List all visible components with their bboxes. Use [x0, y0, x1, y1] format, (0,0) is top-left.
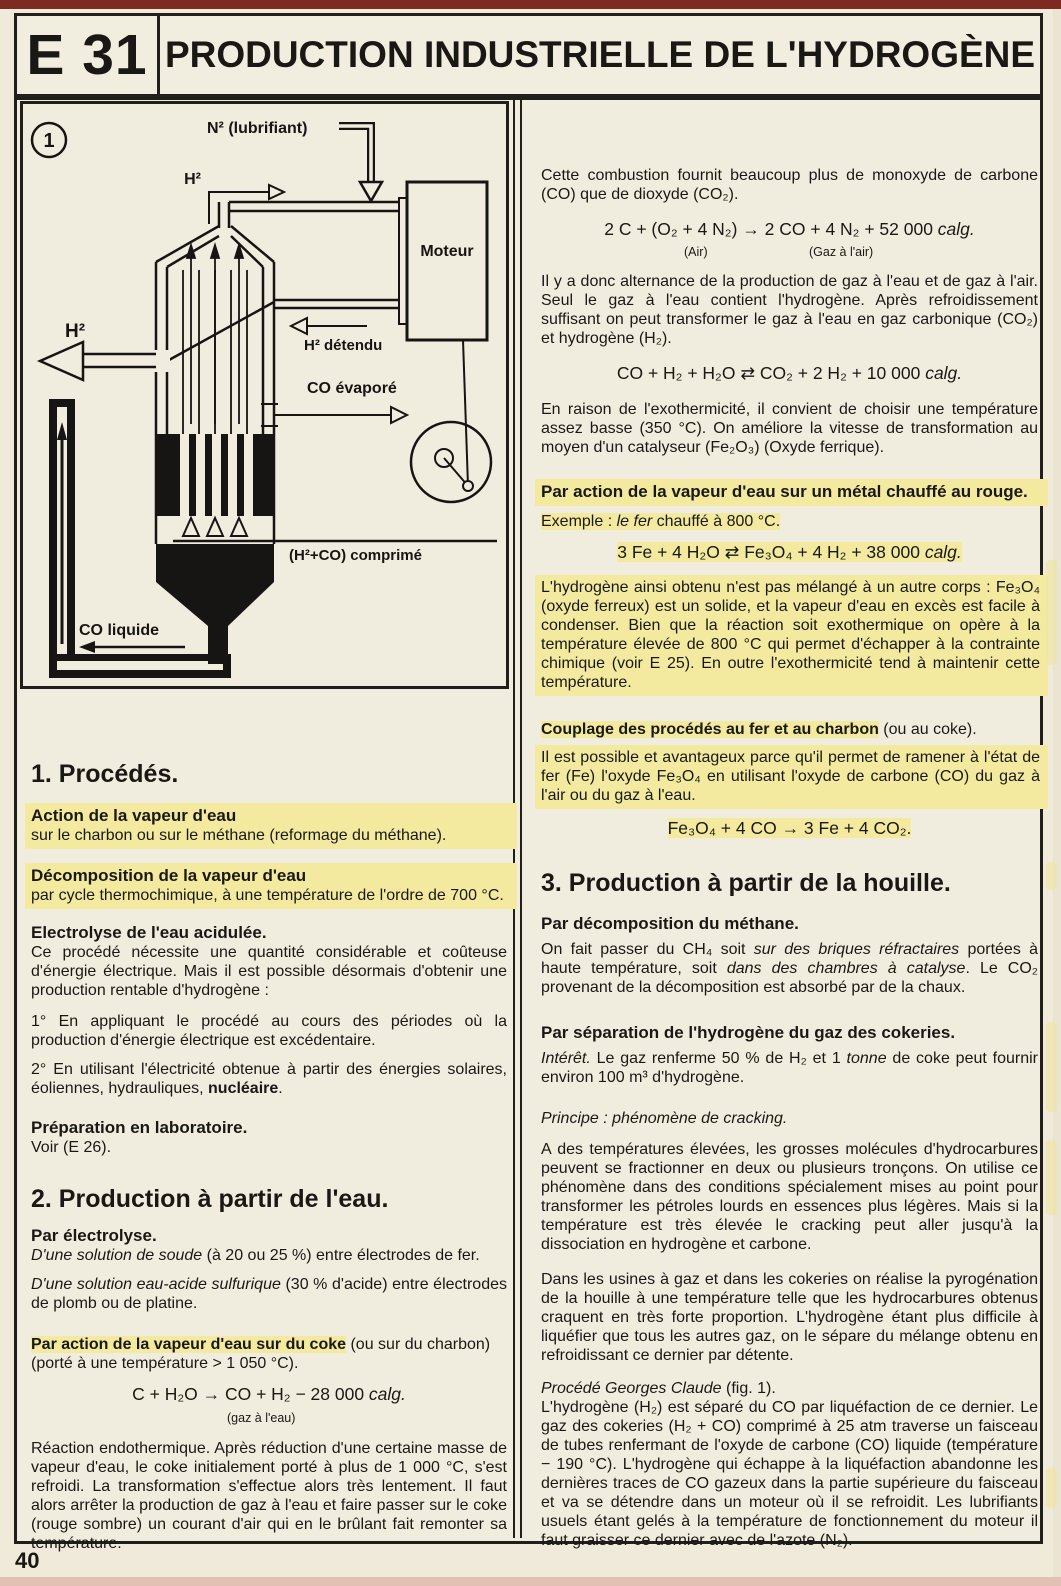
right-column [541, 166, 1038, 1550]
paragraph-endothermique: Réaction endothermique. Après réduction d'une certaine masse de vapeur d'eau, le coke initialement porté à plus de 1 000 °C, s'est refroidi. La transformation s'effectue alors très lentement. Il faut alors arrêter la production de gaz à l'eau et faire passer sur le coke (rouge sombre) un courant d'air qui en le brûlant fait remonter sa température. [31, 1440, 507, 1552]
paragraph-couplage: Il est possible et avantageux parce qu'il permet de ramener à l'état de fer (Fe) l'oxyde Fe₃O₄ en utilisant l'oxyde de carbone (CO) du gaz à l'air ou du gaz à l'eau. [535, 745, 1048, 809]
scan-top-edge [0, 0, 1061, 9]
heading-principe-cracking: Principe : phénomène de cracking. [541, 1110, 788, 1127]
solution-acide: D'une solution eau-acide sulfurique (30 % d'acide) entre électrodes de plomb ou de platine. [31, 1276, 507, 1312]
paragraph-exothermicite: En raison de l'exothermicité, il convient de choisir une température assez basse (350 °C). On améliore la vitesse de transformation au moyen d'un catalyseur (Fe₂O₃) (Oxyde ferrique). [541, 401, 1038, 456]
par-electrolyse-heading: Par électrolyse. [31, 1226, 157, 1245]
co-evapore-label: CO évaporé [307, 380, 397, 397]
equation-sub-air: (Air) [684, 245, 708, 259]
paragraph-interet: Intérêt. Le gaz renferme 50 % de H₂ et 1 tonne de coke peut fournir environ 100 m³ d'hydrogène. [541, 1050, 1038, 1086]
sheet-code: E 31 [17, 16, 160, 94]
heading-couplage: Couplage des procédés au fer et au charbon (ou au coke). [541, 721, 977, 738]
procede-action-vapeur: Action de la vapeur d'eau sur le charbon ou sur le méthane (reformage du méthane). [25, 803, 517, 849]
scan-bottom-edge [0, 1577, 1061, 1586]
action-vapeur-coke: Par action de la vapeur d'eau sur du coke (ou sur du charbon) (porté à une température > 1 050 °C). [31, 1336, 491, 1372]
list-item-1: 1° En appliquant le procédé au cours des périodes où la production d'énergie électrique est excédentaire. [31, 1013, 507, 1049]
paragraph-hydrogene-obtenu: L'hydrogène ainsi obtenu n'est pas mélangé à un autre corps : Fe₃O₄ (oxyde ferreux) est un solide, et la vapeur d'eau en excès est facile à condenser. Bien que la réaction soit exothermique on opère à la température élevée de 800 °C qui permet d'échapper à la contrainte chimique (voir E 25). En outre l'exothermicité tend à maintenir cette température. [535, 575, 1048, 696]
left-column [31, 760, 507, 1553]
h2-top-label: H² [184, 171, 201, 188]
h2-outlet-arrow [184, 171, 284, 224]
paragraph-alternance: Il y a donc alternance de la production de gaz à l'eau et de gaz à l'air. Seul le gaz à l'eau contient l'hydrogène. Après refroidissement suffisant on peut transformer le gaz à l'eau en gaz carbonique (CO₂) et hydrogène (H₂). [541, 273, 1038, 347]
preparation-laboratoire: Préparation en laboratoire. Voir (E 26). [31, 1118, 248, 1156]
scan-smudge [1046, 1140, 1057, 1215]
page-number: 40 [15, 1548, 40, 1573]
list-item-2: 2° En utilisant l'électricité obtenue à partir des énergies solaires, éoliennes, hydrauliques, nucléaire. [31, 1061, 507, 1097]
scan-smudge [1046, 560, 1057, 665]
section-2-heading: 2. Production à partir de l'eau. [31, 1185, 389, 1213]
equation-gaz-a-air: 2 C + (O₂ + 4 N₂) → 2 CO + 4 N₂ + 52 000 calg. (Air) (Gaz à l'air) [541, 218, 1038, 240]
n2-lubricant-pipe [207, 120, 382, 201]
co-liquide-label: CO liquide [79, 622, 159, 639]
svg-text:1: 1 [43, 130, 55, 152]
figure-1-diagram [20, 101, 509, 689]
scan-smudge [1046, 1468, 1057, 1508]
equation-fer-vapeur: 3 Fe + 4 H₂O ⇄ Fe₃O₄ + 4 H₂ + 38 000 calg. [617, 542, 962, 562]
scan-smudge [1046, 862, 1057, 890]
procede-decomposition: Décomposition de la vapeur d'eau par cycle thermochimique, à une température de l'ordre de 700 °C. [25, 863, 517, 909]
section-3-heading: 3. Production à partir de la houille. [541, 869, 951, 897]
paragraph-methane: On fait passer du CH₄ soit sur des briques réfractaires portées à haute température, soit dans des chambres à catalyse. Le CO₂ provenant de la décomposition est absorbé par de la chaux. [541, 941, 1039, 996]
paragraph-pyrogenation: Dans les usines à gaz et dans les cokeries on réalise la pyrogénation de la houille à une température telle que les hydrocarbures obtenus craquent en très forte proportion. L'hydrogène étant plus difficile à liquéfier que tous les autres gaz, on le sépare du mélange obtenu en refroidissant ce dernier par détente. [541, 1271, 1038, 1364]
flywheel [411, 340, 491, 502]
solution-soude: D'une solution de soude (à 20 ou 25 %) entre électrodes de fer. [31, 1247, 480, 1264]
hydrogen-plant-schematic [23, 104, 500, 680]
h2-detendu-arrow [291, 318, 382, 354]
figure-number-badge [32, 123, 66, 157]
feed-arrows [173, 518, 497, 541]
heading-separation-cokeries: Par séparation de l'hydrogène du gaz des cokeries. [541, 1023, 956, 1042]
paragraph-claude: L'hydrogène (H₂) est séparé du CO par liquéfaction de ce dernier. Le gaz des cokeries (H₂ + CO) comprimé à 25 atm traverse un faisceau de tubes renfermant de l'oxyde de carbone (CO) liquide (température − 190 °C). L'hydrogène qui échappe à la liquéfaction abandonne les dernières traces de CO gazeux dans la partie supérieure du faisceau et va se détendre dans un moteur où il se refroidit. Les lubrifiants usuels étant gelés à la température de fonctionnement du moteur il faut graisser ce dernier avec de l'azote (N₂). [541, 1399, 1038, 1549]
motor-unit [399, 182, 487, 340]
column-divider-line [520, 100, 522, 1538]
scan-smudge [1046, 1022, 1057, 1112]
n2-label: N² (lubrifiant) [207, 120, 308, 137]
heading-metal-rouge: Par action de la vapeur d'eau sur un métal chauffé au rouge. [535, 479, 1048, 506]
equation-sub-gaz: (Gaz à l'air) [809, 245, 874, 259]
equation-note: (gaz à l'eau) [227, 1411, 296, 1425]
h2-product-arrow [40, 321, 170, 380]
moteur-label: Moteur [420, 243, 474, 260]
equation-reduction-oxyde: Fe₃O₄ + 4 CO → 3 Fe + 4 CO₂. [667, 818, 912, 838]
h2co-comprime-label: (H²+CO) comprimé [289, 547, 422, 564]
equation-conversion: CO + H₂ + H₂O ⇄ CO₂ + 2 H₂ + 10 000 calg. [616, 363, 963, 383]
paragraph-combustion: Cette combustion fournit beaucoup plus de monoxyde de carbone (CO) que de dioxyde (CO₂). [541, 167, 1038, 203]
scan-right-edge [1053, 9, 1061, 1577]
page-title: PRODUCTION INDUSTRIELLE DE L'HYDROGÈNE [164, 34, 1036, 75]
page-header [14, 13, 1043, 97]
procede-electrolyse: Electrolyse de l'eau acidulée. Ce procédé nécessite une quantité considérable et coûteuse d'énergie électrique. Mais il est possible désormais d'obtenir une production rentable d'hydrogène : [31, 923, 507, 999]
section-1-heading: 1. Procédés. [31, 760, 179, 788]
heading-decomposition-methane: Par décomposition du méthane. [541, 914, 799, 933]
paragraph-cracking: A des températures élevées, les grosses molécules d'hydrocarbures peuvent se fractionner en deux ou plusieurs tronçons. On utilise ce phénomène dans des conditions spécialement mises au point pour transformer les pétroles lourds en essences plus légères. Mais si la température est très élevée le cracking peut aller jusqu'à la dissociation en hydrogène et carbone. [541, 1141, 1038, 1253]
co-evapore-arrow [261, 380, 407, 426]
equation-gaz-a-eau: C + H₂O → CO + H₂ − 28 000 calg. (gaz à l'eau) [31, 1383, 507, 1405]
upflow-arrows [187, 245, 243, 424]
exemple-fer: Exemple : le fer chauffé à 800 °C. [541, 513, 781, 530]
h2-detendu-label: H² détendu [304, 337, 383, 354]
heading-procede-claude: Procédé Georges Claude (fig. 1). [541, 1380, 776, 1397]
h2-left-label: H² [65, 321, 86, 342]
